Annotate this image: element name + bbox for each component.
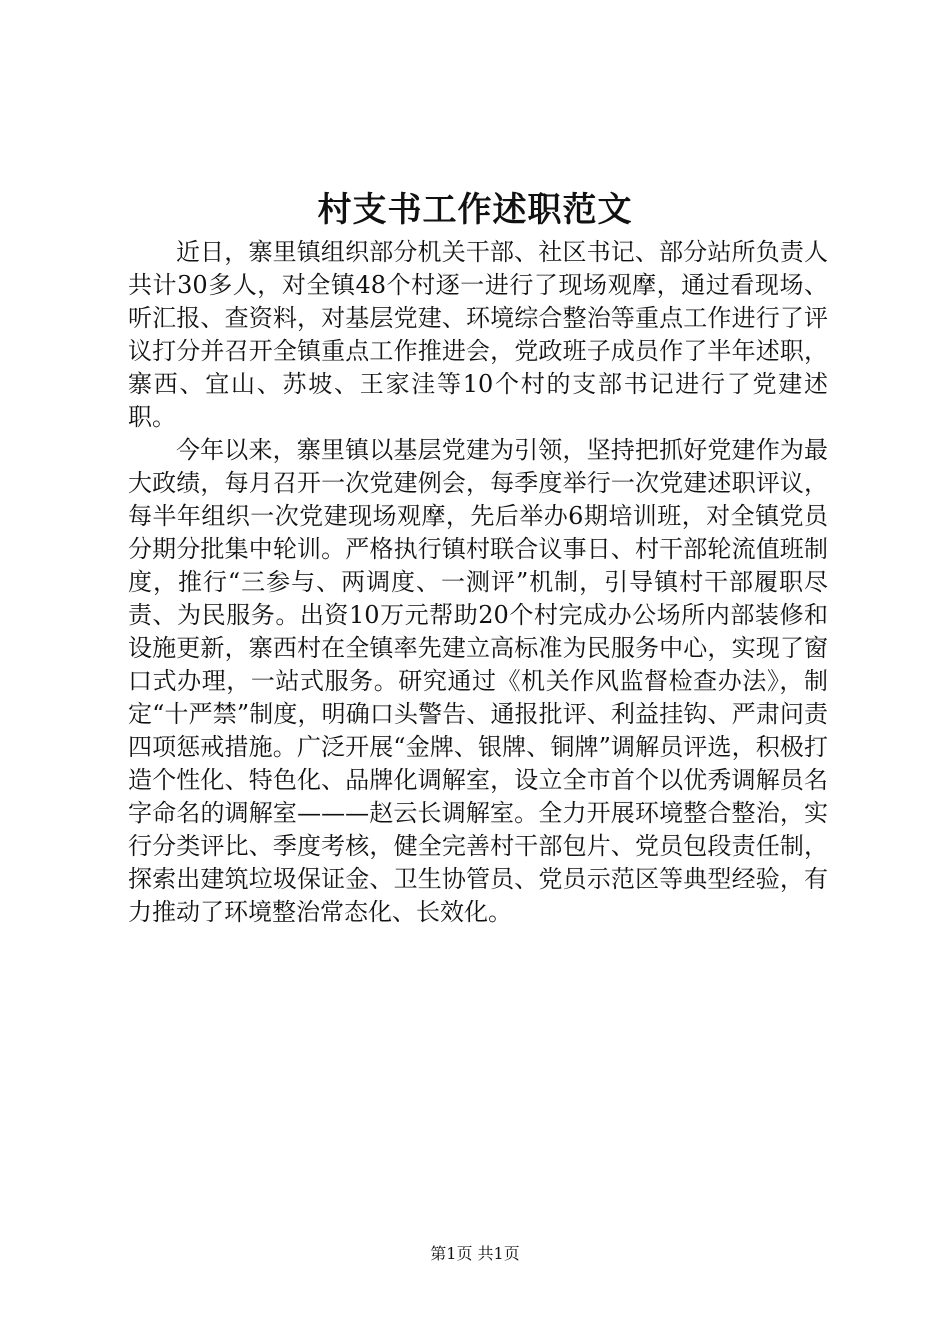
document-body	[128, 236, 828, 929]
page-footer: 第1页 共1页	[430, 1244, 520, 1263]
paragraph-1: 近日，寨里镇组织部分机关干部、社区书记、部分站所负责人共计30多人，对全镇48个村逐一进行了现场观摩，通过看现场、听汇报、查资料，对基层党建、环境综合整治等重点工作进行了评议打分并召开全镇重点工作推进会，党政班子成员作了半年述职，寨西、宜山、苏坡、王家洼等10个村的支部书记进行了党建述职。	[128, 238, 828, 431]
document-title: 村支书工作述职范文	[317, 190, 633, 230]
paragraph-2: 今年以来，寨里镇以基层党建为引领，坚持把抓好党建作为最大政绩，每月召开一次党建例会，每季度举行一次党建述职评议，每半年组织一次党建现场观摩，先后举办6期培训班，对全镇党员分期分批集中轮训。严格执行镇村联合议事日、村干部轮流值班制度，推行“三参与、两调度、一测评”机制，引导镇村干部履职尽责、为民服务。出资10万元帮助20个村完成办公场所内部装修和设施更新，寨西村在全镇率先建立高标准为民服务中心，实现了窗口式办理，一站式服务。研究通过《机关作风监督检查办法》，制定“十严禁”制度，明确口头警告、通报批评、利益挂钩、严肃问责四项惩戒措施。广泛开展“金牌、银牌、铜牌”调解员评选，积极打造个性化、特色化、品牌化调解室，设立全市首个以优秀调解员名字命名的调解室———赵云长调解室。全力开展环境整合整治，实行分类评比、季度考核，健全完善村干部包片、党员包段责任制，探索出建筑垃圾保证金、卫生协管员、党员示范区等典型经验，有力推动了环境整治常态化、长效化。	[128, 436, 828, 926]
